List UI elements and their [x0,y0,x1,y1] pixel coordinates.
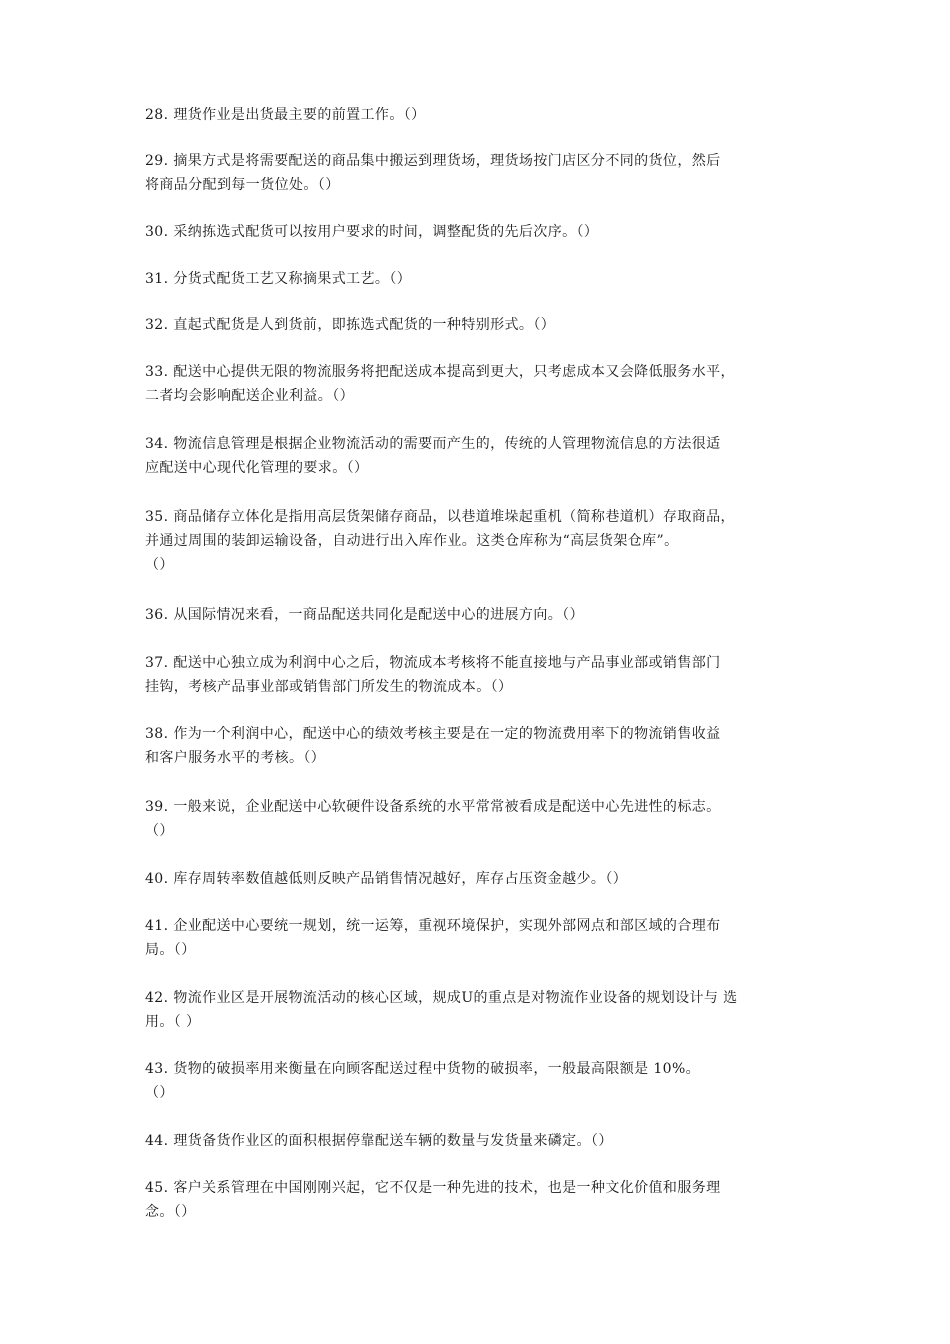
question-text-line: 应配送中心现代化管理的要求。（） [145,460,369,476]
question-text-line: 38. 作为一个利润中心，配送中心的绩效考核主要是在一定的物流费用率下的物流销售收益 [145,726,721,742]
question-text-line: （） [145,557,174,573]
question-text-line: 局。（） [145,942,196,958]
question-33 [145,360,815,408]
question-text-line: 33. 配送中心提供无限的物流服务将把配送成本提高到更大，只考虑成本又会降低服务水平， [145,364,735,380]
question-text-line: 45. 客户关系管理在中国刚刚兴起，它不仅是一种先进的技术，也是一种文化价值和服务理 [145,1180,721,1196]
question-text-line: 挂钩，考核产品事业部或销售部门所发生的物流成本。（） [145,679,513,695]
question-32 [145,313,815,337]
question-text-line: 37. 配送中心独立成为利润中心之后，物流成本考核将不能直接地与产品事业部或销售部门 [145,655,721,671]
question-text-line: 34. 物流信息管理是根据企业物流活动的需要而产生的，传统的人管理物流信息的方法很适 [145,436,721,452]
question-text-line: 36. 从国际情况来看，一商品配送共同化是配送中心的进展方向。（） [145,607,584,623]
question-text-line: 44. 理货备货作业区的面积根据停靠配送车辆的数量与发货量来磷定。（） [145,1133,613,1149]
question-31 [145,267,815,291]
question-45 [145,1176,815,1224]
question-text-line: 43. 货物的破损率用来衡量在向顾客配送过程中货物的破损率，一般最高限额是 10%。 [145,1061,701,1077]
question-39 [145,795,815,843]
question-text-line: 并通过周围的装卸运输设备，自动进行出入库作业。这类仓库称为“高层货架仓库”。 [145,533,679,549]
question-29 [145,149,815,197]
question-text-line: 41. 企业配送中心要统一规划，统一运筹，重视环境保护，实现外部网点和部区域的合理布 [145,918,721,934]
question-42 [145,986,815,1034]
question-35 [145,505,815,577]
question-text-line: 用。（ ） [145,1014,201,1030]
question-text-line: （） [145,823,174,839]
question-text-line: 二者均会影响配送企业利益。（） [145,388,354,404]
question-text-line: 42. 物流作业区是开展物流活动的核心区域，规成U的重点是对物流作业设备的规划设计与 选 [145,990,738,1006]
question-text-line: 29. 摘果方式是将需要配送的商品集中搬运到理货场，理货场按门店区分不同的货位，然后 [145,153,721,169]
question-44 [145,1129,815,1153]
question-36 [145,603,815,627]
question-text-line: 32. 直起式配货是人到货前，即拣选式配货的一种特别形式。（） [145,317,556,333]
question-text-line: （） [145,1085,174,1101]
question-text-line: 35. 商品储存立体化是指用高层货架储存商品，以巷道堆垛起重机（简称巷道机）存取商品， [145,509,735,525]
question-text-line: 30. 采纳拣选式配货可以按用户要求的时间，调整配货的先后次序。（） [145,224,599,240]
question-43 [145,1057,815,1105]
question-41 [145,914,815,962]
question-30 [145,220,815,244]
question-38 [145,722,815,770]
question-text-line: 39. 一般来说，企业配送中心软硬件设备系统的水平常常被看成是配送中心先进性的标志。 [145,799,721,815]
question-40 [145,867,815,891]
question-text-line: 28. 理货作业是出货最主要的前置工作。（） [145,107,426,123]
question-text-line: 40. 库存周转率数值越低则反映产品销售情况越好，库存占压资金越少。（） [145,871,628,887]
question-text-line: 31. 分货式配货工艺又称摘果式工艺。（） [145,271,412,287]
question-37 [145,651,815,699]
question-34 [145,432,815,480]
question-text-line: 念。（） [145,1204,196,1220]
question-text-line: 和客户服务水平的考核。（） [145,750,326,766]
question-text-line: 将商品分配到每一货位处。（） [145,177,340,193]
question-28 [145,103,815,127]
